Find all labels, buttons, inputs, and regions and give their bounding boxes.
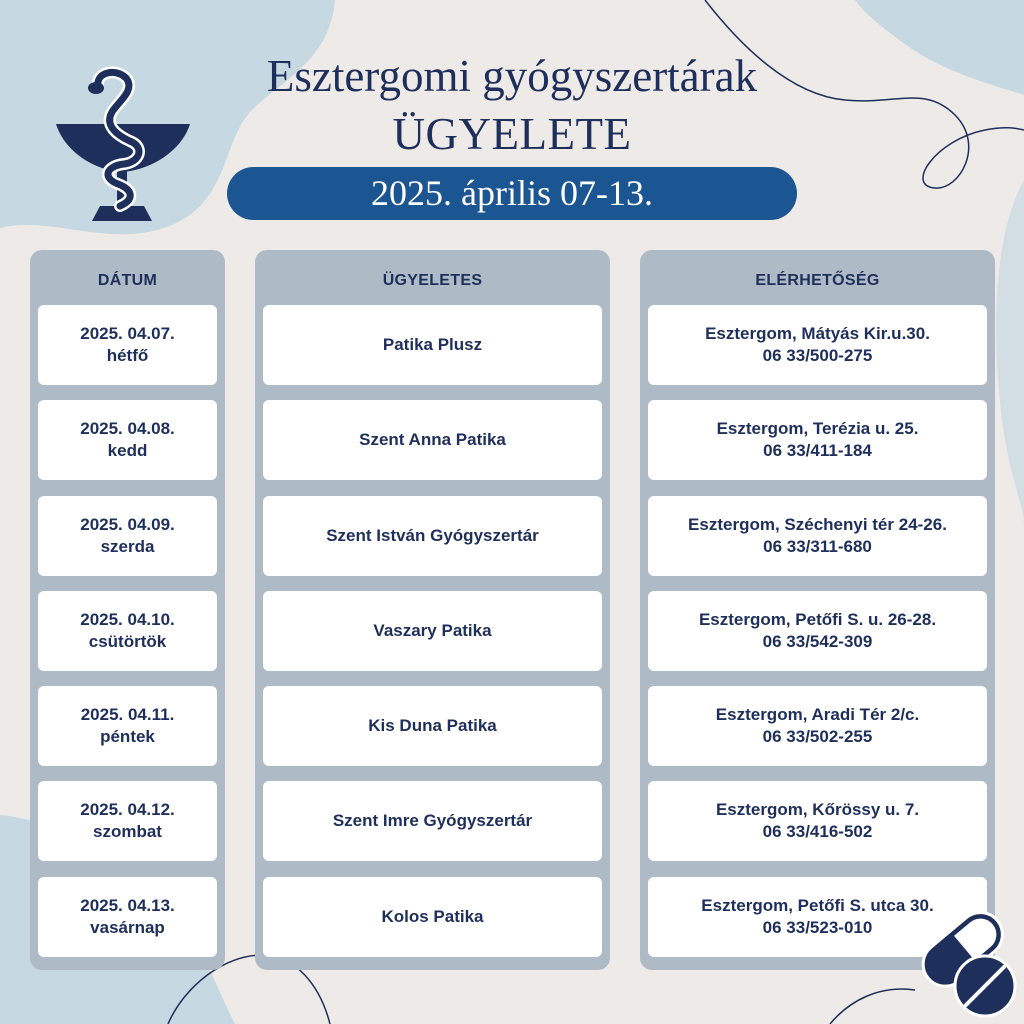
pharmacy-cell <box>263 496 602 576</box>
address-text: Esztergom, Aradi Tér 2/c. <box>715 705 920 725</box>
address-text: Esztergom, Petőfi S. u. 26-28. <box>698 609 937 629</box>
phone-text: 06 33/416-502 <box>762 822 873 842</box>
blob-right-edge <box>996 180 1024 525</box>
line-bottom-right <box>830 989 915 1024</box>
pills-icon <box>908 906 1020 1020</box>
phone-text: 06 33/411-184 <box>763 441 872 461</box>
phone-text: 06 33/311-680 <box>763 536 872 556</box>
address-text: Esztergom, Mátyás Kir.u.30. <box>705 324 930 343</box>
date-cell <box>38 496 217 576</box>
date-text: 2025. 04.08. <box>80 419 175 439</box>
date-range-banner: 2025. április 07-13. <box>227 167 797 220</box>
pharmacy-cell <box>263 686 602 766</box>
address-text: Esztergom, Petőfi S. utca 30. <box>701 895 934 915</box>
phone-text: 06 33/542-309 <box>762 631 873 651</box>
day-text: csütörtök <box>88 631 167 651</box>
date-cell <box>38 781 217 861</box>
pharmacy-name: Szent Anna Patika <box>359 430 506 450</box>
address-text: Esztergom, Kőrössy u. 7. <box>715 800 920 820</box>
phone-text: 06 33/502-255 <box>762 727 873 747</box>
contact-column <box>640 250 995 970</box>
date-cell <box>38 305 217 385</box>
contact-cell <box>648 305 987 385</box>
contact-cell <box>648 591 987 671</box>
date-text: 2025. 04.11. <box>80 705 175 725</box>
date-text: 2025. 04.13. <box>80 895 175 915</box>
pharmacy-cell <box>263 400 602 480</box>
date-cell <box>38 877 217 957</box>
date-cell <box>38 400 217 480</box>
day-text: kedd <box>107 441 148 461</box>
pharmacy-name: Vaszary Patika <box>373 620 492 640</box>
contact-column-header: ELÉRHETŐSÉG <box>755 272 880 289</box>
address-text: Esztergom, Terézia u. 25. <box>716 419 919 439</box>
day-text: vasárnap <box>90 917 165 937</box>
title-line-1: Esztergomi gyógyszertárak <box>266 51 758 101</box>
contact-cell <box>648 496 987 576</box>
pharmacy-cell <box>263 877 602 957</box>
pharmacy-cell <box>263 591 602 671</box>
date-text: 2025. 04.10. <box>80 609 175 629</box>
day-text: szombat <box>93 822 162 842</box>
date-column-header: DÁTUM <box>97 272 158 289</box>
phone-text: 06 33/523-010 <box>762 917 873 937</box>
contact-cell <box>648 686 987 766</box>
phone-text: 06 33/500-275 <box>762 346 873 365</box>
address-text: Esztergom, Széchenyi tér 24-26. <box>688 514 947 534</box>
pharmacy-column-header: ÜGYELETES <box>382 272 483 289</box>
pharmacy-cell <box>263 781 602 861</box>
date-text: 2025. 04.12. <box>80 800 175 820</box>
title-line-2: ÜGYELETE <box>392 109 632 159</box>
date-text: 2025. 04.07. <box>80 324 175 343</box>
date-cell <box>38 686 217 766</box>
date-cell <box>38 591 217 671</box>
pharmacy-name: Szent Imre Gyógyszertár <box>332 811 533 831</box>
pharmacy-name: Kolos Patika <box>381 906 484 926</box>
contact-cell <box>648 400 987 480</box>
contact-cell <box>648 781 987 861</box>
pharmacy-name: Kis Duna Patika <box>368 716 497 736</box>
pharmacy-name: Szent István Gyógyszertár <box>326 525 539 545</box>
day-text: hétfő <box>106 346 149 365</box>
pharmacy-column <box>255 250 610 970</box>
pharmacy-cell <box>263 305 602 385</box>
day-text: péntek <box>100 727 155 747</box>
date-text: 2025. 04.09. <box>80 514 175 534</box>
date-column <box>30 250 225 970</box>
pharmacy-name: Patika Plusz <box>382 335 483 354</box>
day-text: szerda <box>100 536 155 556</box>
